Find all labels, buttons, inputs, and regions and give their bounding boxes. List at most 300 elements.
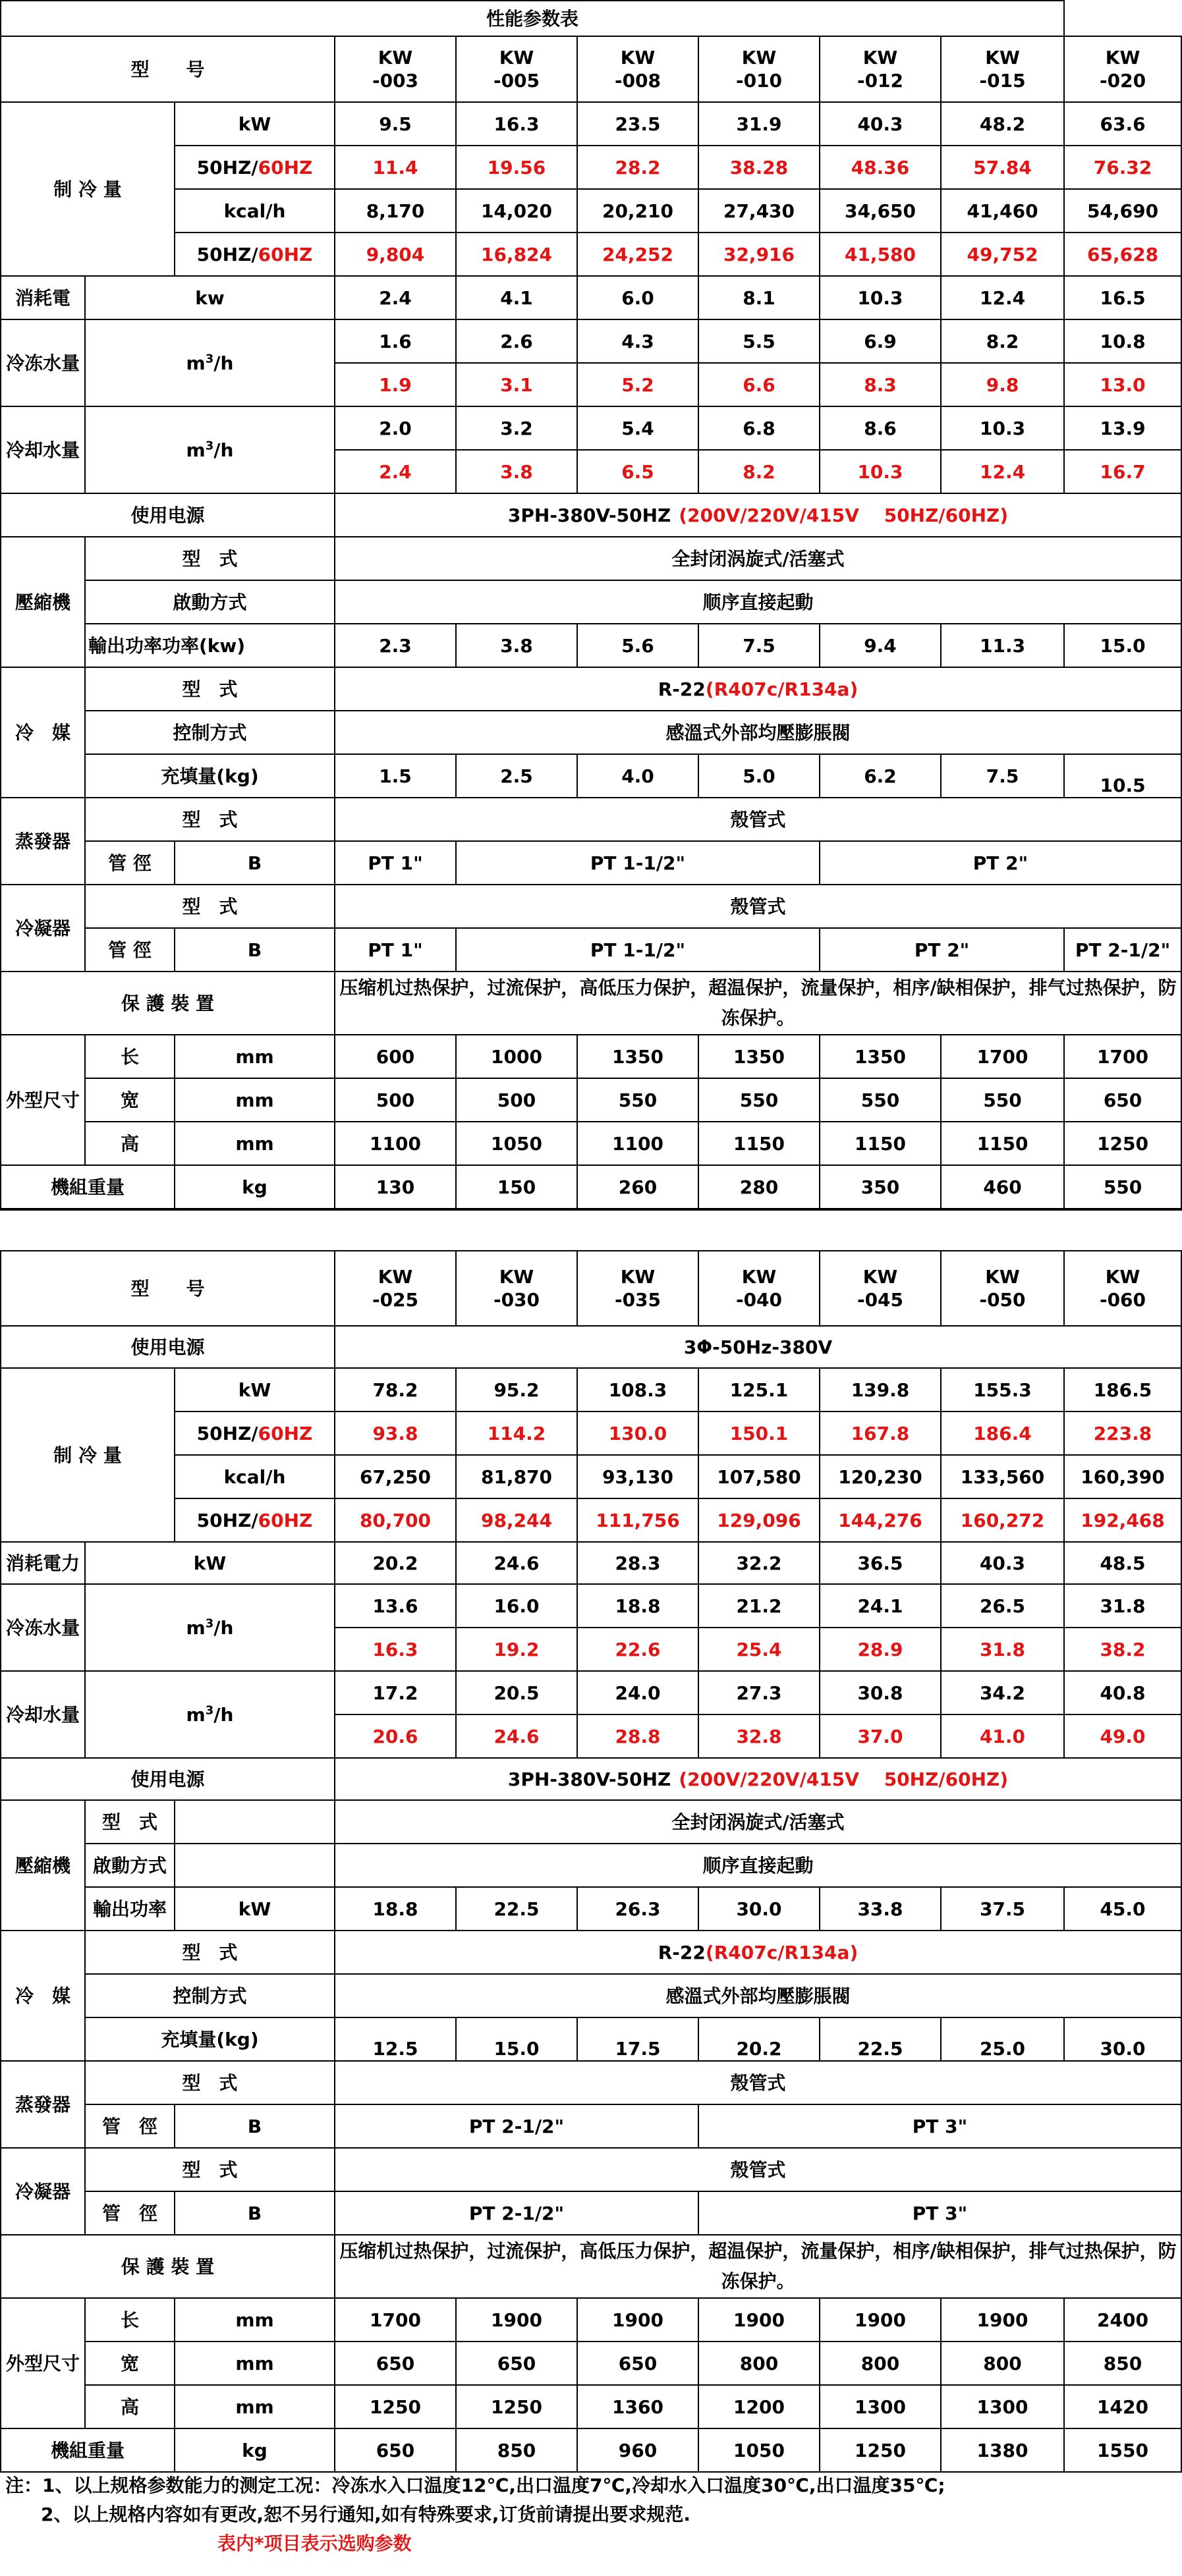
mm-unit: mm: [175, 2342, 335, 2385]
cool-kcal60-0-cell: 9,804: [335, 233, 456, 276]
cool-kw-2-cell: 23.5: [577, 102, 698, 146]
power-5-cell: 40.3: [941, 1542, 1064, 1584]
wid-0-cell: 650: [335, 2342, 456, 2385]
comp-out-3-cell: 30.0: [698, 1887, 820, 1931]
chill60-1-cell: 19.2: [456, 1628, 577, 1671]
cool-kcal60-6-cell: 65,628: [1064, 233, 1181, 276]
evap-pipe-a: PT 1": [335, 841, 456, 885]
ref-fill-0-cell: 1.5: [335, 754, 456, 798]
comp-out-6-cell: 15.0: [1064, 624, 1181, 667]
supply-label: 使用电源: [1, 493, 335, 537]
cool-kcal-3-cell: 107,580: [698, 1455, 820, 1498]
refrigerant-type: [335, 1931, 1181, 1974]
table-row: [1, 1455, 1181, 1498]
cool-kw-5-cell: 155.3: [941, 1368, 1064, 1411]
wid-1-cell: 650: [456, 2342, 577, 2385]
cool-kcal60-0-cell: 80,700: [335, 1498, 456, 1542]
power-3-cell: 8.1: [698, 276, 820, 319]
table-row: [1, 1368, 1181, 1411]
cool-water-3-cell: 6.8: [698, 406, 820, 450]
wid-0-cell: 500: [335, 1078, 456, 1122]
table-row: [1, 1931, 1181, 1974]
compressor-label: 壓縮機: [1, 1800, 85, 1931]
wid-6-cell: 850: [1064, 2342, 1181, 2385]
model-header: KW -045: [820, 1251, 941, 1326]
ref-fill-2-cell: 17.5: [577, 2017, 698, 2061]
flow-unit-exponent: 3: [205, 352, 214, 366]
cool-water-label: 冷却水量: [1, 1671, 85, 1758]
width-label: 宽: [85, 1078, 175, 1122]
protection-text: 压缩机过热保护，过流保护，高低压力保护，超温保护，流量保护，相序/缺相保护，排气过热保护，防冻保护。: [335, 2235, 1181, 2298]
flow-unit-suffix: /h: [213, 1703, 234, 1726]
table-row: [1, 537, 1181, 580]
cool-kcal60-4-cell: 41,580: [820, 233, 941, 276]
flow-unit: m: [186, 352, 206, 374]
table-row: [1, 885, 1181, 928]
table-row: [1, 2298, 1181, 2342]
weight-5-cell: 1380: [941, 2428, 1064, 2472]
cool-kw60-6-cell: 223.8: [1064, 1411, 1181, 1455]
comp-out-0-cell: 2.3: [335, 624, 456, 667]
len-4-cell: 1900: [820, 2298, 941, 2342]
model-header: KW -012: [820, 36, 941, 102]
cool-kw-4-cell: 40.3: [820, 102, 941, 146]
cool-kw-2-cell: 108.3: [577, 1368, 698, 1411]
model-header: KW -010: [698, 36, 820, 102]
len-3-cell: 1350: [698, 1035, 820, 1078]
ref-fill-3-cell: 20.2: [698, 2017, 820, 2061]
mm-unit: mm: [175, 1122, 335, 1165]
weight-2-cell: 260: [577, 1165, 698, 1209]
cool-kw60-0-cell: 11.4: [335, 146, 456, 189]
comp-out-4-cell: 33.8: [820, 1887, 941, 1931]
freq-label-cell: [175, 1411, 335, 1455]
len-5-cell: 1900: [941, 2298, 1064, 2342]
table-row: [1, 189, 1181, 233]
chill60-2-cell: 22.6: [577, 1628, 698, 1671]
cond-pipe-b: PT 3": [698, 2191, 1181, 2235]
chill60-6-cell: 13.0: [1064, 363, 1181, 406]
weight-0-cell: 130: [335, 1165, 456, 1209]
flow-unit: m: [186, 1616, 206, 1639]
table-row: [1, 1498, 1181, 1542]
comp-out-1-cell: 22.5: [456, 1887, 577, 1931]
evap-type-label: 型 式: [85, 2061, 335, 2104]
chill60-0-cell: 1.9: [335, 363, 456, 406]
power-supply: [335, 493, 1181, 537]
mm-unit: mm: [175, 2385, 335, 2428]
table-row: [1, 406, 1181, 450]
power-label: 消耗電力: [1, 1542, 85, 1584]
model-header: KW -030: [456, 1251, 577, 1326]
cool-kw60-2-cell: 130.0: [577, 1411, 698, 1455]
cond-type-label: 型 式: [85, 2148, 335, 2191]
hgt-4-cell: 1150: [820, 1122, 941, 1165]
weight-2-cell: 960: [577, 2428, 698, 2472]
table-row: [1, 233, 1181, 276]
model-header: KW -060: [1064, 1251, 1181, 1326]
chill60-5-cell: 9.8: [941, 363, 1064, 406]
weight-4-cell: 1250: [820, 2428, 941, 2472]
weight-3-cell: 1050: [698, 2428, 820, 2472]
cool-kcal-4-cell: 120,230: [820, 1455, 941, 1498]
comp-out-2-cell: 26.3: [577, 1887, 698, 1931]
cool-water-2-cell: 5.4: [577, 406, 698, 450]
ref-fill-4-cell: 22.5: [820, 2017, 941, 2061]
power-unit: kW: [85, 1542, 335, 1584]
note-line-1: 注：1、以上规格参数能力的测定工况：冷冻水入口温度12℃,出口温度7℃,冷却水入口温度30℃,出口温度35℃;: [5, 2475, 945, 2496]
evaporator-label: 蒸發器: [1, 2061, 85, 2148]
comp-out-2-cell: 5.6: [577, 624, 698, 667]
comp-out-5-cell: 37.5: [941, 1887, 1064, 1931]
ref-fill-0-cell: 12.5: [335, 2017, 456, 2061]
power-6-cell: 48.5: [1064, 1542, 1181, 1584]
flow-unit-suffix: /h: [213, 352, 234, 374]
cool-kw-6-cell: 186.5: [1064, 1368, 1181, 1411]
chill-6-cell: 10.8: [1064, 319, 1181, 363]
chill-3-cell: 5.5: [698, 319, 820, 363]
cool-kcal60-3-cell: 129,096: [698, 1498, 820, 1542]
cond-pipe-a: PT 2-1/2": [335, 2191, 698, 2235]
refrigerant-type-option: (R407c/R134a): [705, 1941, 858, 1963]
condenser-label: 冷凝器: [1, 2148, 85, 2235]
width-label: 宽: [85, 2342, 175, 2385]
chill60-3-cell: 6.6: [698, 363, 820, 406]
model-header: KW -008: [577, 36, 698, 102]
comp-type: 全封闭涡旋式/活塞式: [335, 537, 1181, 580]
chill-label: 冷冻水量: [1, 1584, 85, 1671]
table-row: [1, 711, 1181, 754]
cool-kcal60-4-cell: 144,276: [820, 1498, 941, 1542]
comp-start-label: 啟動方式: [85, 1844, 175, 1887]
cool-kcal-5-cell: 133,560: [941, 1455, 1064, 1498]
hgt-1-cell: 1050: [456, 1122, 577, 1165]
table-row: [1, 2017, 1181, 2061]
cool-kcal60-6-cell: 192,468: [1064, 1498, 1181, 1542]
cool-kcal-2-cell: 20,210: [577, 189, 698, 233]
cool-kcal60-2-cell: 111,756: [577, 1498, 698, 1542]
cool-kw60-6-cell: 76.32: [1064, 146, 1181, 189]
cool-kw60-5-cell: 186.4: [941, 1411, 1064, 1455]
table-gap: [0, 1209, 1182, 1251]
model-header: KW -035: [577, 1251, 698, 1326]
table-row: [1, 1326, 1181, 1368]
note-line-3: 表内*项目表示选购参数: [217, 2533, 412, 2554]
evap-pipe-unit: B: [175, 841, 335, 885]
len-1-cell: 1000: [456, 1035, 577, 1078]
cond-pipe-a: PT 1": [335, 928, 456, 972]
evap-pipe-c: PT 2": [820, 841, 1181, 885]
table-row: [1, 2385, 1181, 2428]
model-header: KW -015: [941, 36, 1064, 102]
freq-label-cell: [175, 1498, 335, 1542]
wid-5-cell: 800: [941, 2342, 1064, 2385]
table-row: [1, 36, 1181, 102]
refrigerant-type: [335, 667, 1181, 711]
model-header: KW -005: [456, 36, 577, 102]
weight-6-cell: 1550: [1064, 2428, 1181, 2472]
chill-2-cell: 18.8: [577, 1584, 698, 1628]
freq-60hz: 60HZ: [258, 156, 313, 178]
power-supply-option: (200V/220V/415V 50HZ/60HZ): [679, 1768, 1009, 1790]
comp-type-label: 型 式: [85, 1800, 175, 1844]
cool-kw60-3-cell: 38.28: [698, 146, 820, 189]
table-row: [1, 1, 1181, 36]
len-1-cell: 1900: [456, 2298, 577, 2342]
table-row: [1, 319, 1181, 363]
chill60-2-cell: 5.2: [577, 363, 698, 406]
table-row: [1, 146, 1181, 189]
table-row: [1, 1584, 1181, 1628]
cool-water-5-cell: 10.3: [941, 406, 1064, 450]
freq-label-cell: [175, 233, 335, 276]
weight-label: 機組重量: [1, 1165, 175, 1209]
notes: [0, 2467, 1182, 2576]
ref-fill-2-cell: 4.0: [577, 754, 698, 798]
cond-pipe-label: 管 徑: [85, 928, 175, 972]
cond-pipe-label: 管 徑: [85, 2191, 175, 2235]
cool-water60-1-cell: 24.6: [456, 1714, 577, 1758]
weight-3-cell: 280: [698, 1165, 820, 1209]
cool-water60-0-cell: 2.4: [335, 450, 456, 493]
supply-top: 3Φ-50Hz-380V: [335, 1326, 1181, 1368]
table-row: [1, 276, 1181, 319]
cool-water60-1-cell: 3.8: [456, 450, 577, 493]
weight-0-cell: 650: [335, 2428, 456, 2472]
refrigerant-type-main: R-22: [658, 678, 706, 700]
model-label: 型 号: [1, 1251, 335, 1326]
wid-1-cell: 500: [456, 1078, 577, 1122]
table-row: [1, 1887, 1181, 1931]
unit-kcal: kcal/h: [175, 189, 335, 233]
dimension-label: 外型尺寸: [1, 1035, 85, 1165]
len-4-cell: 1350: [820, 1035, 941, 1078]
kg-unit: kg: [175, 2428, 335, 2472]
cool-water-5-cell: 34.2: [941, 1671, 1064, 1714]
comp-out-1-cell: 3.8: [456, 624, 577, 667]
chill-2-cell: 4.3: [577, 319, 698, 363]
chill-0-cell: 13.6: [335, 1584, 456, 1628]
ref-type-label: 型 式: [85, 1931, 335, 1974]
flow-unit: m: [186, 439, 206, 461]
ref-ctrl-label: 控制方式: [85, 1974, 335, 2017]
hgt-3-cell: 1150: [698, 1122, 820, 1165]
table-row: [1, 624, 1181, 667]
ref-ctrl-label: 控制方式: [85, 711, 335, 754]
cool-kcal-1-cell: 14,020: [456, 189, 577, 233]
comp-type: 全封闭涡旋式/活塞式: [335, 1800, 1181, 1844]
weight-4-cell: 350: [820, 1165, 941, 1209]
cool-water-0-cell: 17.2: [335, 1671, 456, 1714]
ref-ctrl: 感溫式外部均壓膨脹閥: [335, 1974, 1181, 2017]
len-5-cell: 1700: [941, 1035, 1064, 1078]
chill-0-cell: 1.6: [335, 319, 456, 363]
freq-50hz: 50HZ/: [196, 156, 258, 178]
table-title: 性能参数表: [1, 1, 1064, 36]
cool-water60-5-cell: 12.4: [941, 450, 1064, 493]
cool-kw-1-cell: 16.3: [456, 102, 577, 146]
model-label: 型 号: [1, 36, 335, 102]
empty-cell: [175, 1844, 335, 1887]
table-row: [1, 2104, 1181, 2148]
chill60-4-cell: 28.9: [820, 1628, 941, 1671]
table-row: [1, 1758, 1181, 1800]
hgt-3-cell: 1200: [698, 2385, 820, 2428]
cool-water60-6-cell: 49.0: [1064, 1714, 1181, 1758]
cool-water60-6-cell: 16.7: [1064, 450, 1181, 493]
comp-output-unit: kW: [175, 1887, 335, 1931]
chill60-1-cell: 3.1: [456, 363, 577, 406]
hgt-0-cell: 1250: [335, 2385, 456, 2428]
len-2-cell: 1900: [577, 2298, 698, 2342]
len-3-cell: 1900: [698, 2298, 820, 2342]
chill-5-cell: 26.5: [941, 1584, 1064, 1628]
cool-water-4-cell: 8.6: [820, 406, 941, 450]
cool-kw-6-cell: 63.6: [1064, 102, 1181, 146]
cool-kw60-5-cell: 57.84: [941, 146, 1064, 189]
power-4-cell: 36.5: [820, 1542, 941, 1584]
chill-5-cell: 8.2: [941, 319, 1064, 363]
cool-water-6-cell: 40.8: [1064, 1671, 1181, 1714]
cool-water-1-cell: 3.2: [456, 406, 577, 450]
ref-fill-5-cell: 25.0: [941, 2017, 1064, 2061]
refrigerant-type-main: R-22: [658, 1941, 706, 1963]
cool-water-2-cell: 24.0: [577, 1671, 698, 1714]
comp-start: 顺序直接起動: [335, 580, 1181, 624]
wid-3-cell: 800: [698, 2342, 820, 2385]
chill-4-cell: 24.1: [820, 1584, 941, 1628]
weight-1-cell: 150: [456, 1165, 577, 1209]
table-row: [1, 972, 1181, 1035]
supply-label: 使用电源: [1, 1758, 335, 1800]
len-6-cell: 1700: [1064, 1035, 1181, 1078]
chill-label: 冷冻水量: [1, 319, 85, 406]
cool-kcal60-5-cell: 49,752: [941, 233, 1064, 276]
table-row: [1, 1035, 1181, 1078]
weight-5-cell: 460: [941, 1165, 1064, 1209]
table-row: [1, 2428, 1181, 2472]
ref-fill-4-cell: 6.2: [820, 754, 941, 798]
ref-ctrl: 感溫式外部均壓膨脹閥: [335, 711, 1181, 754]
chill-6-cell: 31.8: [1064, 1584, 1181, 1628]
power-1-cell: 4.1: [456, 276, 577, 319]
evap-pipe-label: 管 徑: [85, 2104, 175, 2148]
ref-fill-label: 充填量(kg): [85, 754, 335, 798]
refrigerant-type-option: (R407c/R134a): [705, 678, 858, 700]
supply-top-label: 使用电源: [1, 1326, 335, 1368]
cool-kw-0-cell: 78.2: [335, 1368, 456, 1411]
cool-kcal60-3-cell: 32,916: [698, 233, 820, 276]
flow-unit-suffix: /h: [213, 1616, 234, 1639]
table-row: [1, 2235, 1181, 2298]
cool-kw-5-cell: 48.2: [941, 102, 1064, 146]
cool-kcal60-5-cell: 160,272: [941, 1498, 1064, 1542]
power-label: 消耗電: [1, 276, 85, 319]
table-row: [1, 667, 1181, 711]
length-label: 长: [85, 1035, 175, 1078]
table-row: [1, 493, 1181, 537]
flow-unit-cell: [85, 1584, 335, 1671]
power-1-cell: 24.6: [456, 1542, 577, 1584]
cond-pipe-c: PT 2": [820, 928, 1064, 972]
power-0-cell: 20.2: [335, 1542, 456, 1584]
comp-start: 顺序直接起動: [335, 1844, 1181, 1887]
len-6-cell: 2400: [1064, 2298, 1181, 2342]
power-supply-option: (200V/220V/415V 50HZ/60HZ): [679, 504, 1009, 526]
table-row: [1, 1974, 1181, 2017]
cool-water-6-cell: 13.9: [1064, 406, 1181, 450]
hgt-6-cell: 1420: [1064, 2385, 1181, 2428]
len-0-cell: 600: [335, 1035, 456, 1078]
cond-pipe-d: PT 2-1/2": [1064, 928, 1181, 972]
evap-pipe-b: PT 3": [698, 2104, 1181, 2148]
comp-out-6-cell: 45.0: [1064, 1887, 1181, 1931]
length-label: 长: [85, 2298, 175, 2342]
cond-type: 殼管式: [335, 2148, 1181, 2191]
evap-type-label: 型 式: [85, 798, 335, 841]
ref-fill-1-cell: 2.5: [456, 754, 577, 798]
height-label: 高: [85, 1122, 175, 1165]
chill60-5-cell: 31.8: [941, 1628, 1064, 1671]
table-row: [1, 580, 1181, 624]
cool-kw60-0-cell: 93.8: [335, 1411, 456, 1455]
cool-water60-4-cell: 37.0: [820, 1714, 941, 1758]
evap-pipe-b: PT 1-1/2": [456, 841, 820, 885]
comp-out-3-cell: 7.5: [698, 624, 820, 667]
hgt-5-cell: 1150: [941, 1122, 1064, 1165]
flow-unit-exponent: 3: [205, 439, 214, 453]
chill60-0-cell: 16.3: [335, 1628, 456, 1671]
table-row: [1, 798, 1181, 841]
cool-kcal-5-cell: 41,460: [941, 189, 1064, 233]
ref-fill-3-cell: 5.0: [698, 754, 820, 798]
table-row: [1, 2342, 1181, 2385]
hgt-4-cell: 1300: [820, 2385, 941, 2428]
mm-unit: mm: [175, 1078, 335, 1122]
cool-water60-3-cell: 8.2: [698, 450, 820, 493]
table-row: [1, 2148, 1181, 2191]
power-2-cell: 28.3: [577, 1542, 698, 1584]
cond-type-label: 型 式: [85, 885, 335, 928]
note-line-2: 2、以上规格内容如有更改,恕不另行通知,如有特殊要求,订货前请提出要求规范.: [41, 2504, 691, 2525]
weight-1-cell: 850: [456, 2428, 577, 2472]
power-unit: kw: [85, 276, 335, 319]
power-3-cell: 32.2: [698, 1542, 820, 1584]
cool-kcal-0-cell: 8,170: [335, 189, 456, 233]
hgt-0-cell: 1100: [335, 1122, 456, 1165]
cool-kw60-3-cell: 150.1: [698, 1411, 820, 1455]
hgt-2-cell: 1360: [577, 2385, 698, 2428]
kg-unit: kg: [175, 1165, 335, 1209]
table-row: [1, 1411, 1181, 1455]
ref-fill-6-cell: 10.5: [1064, 754, 1181, 798]
freq-50hz: 50HZ/: [196, 1509, 258, 1531]
freq-60hz: 60HZ: [258, 1422, 313, 1444]
model-header: KW -003: [335, 36, 456, 102]
model-header: KW -020: [1064, 36, 1181, 102]
power-6-cell: 16.5: [1064, 276, 1181, 319]
wid-4-cell: 550: [820, 1078, 941, 1122]
comp-output-label: 輸出功率: [85, 1887, 175, 1931]
evap-pipe-a: PT 2-1/2": [335, 2104, 698, 2148]
ref-fill-1-cell: 15.0: [456, 2017, 577, 2061]
cool-kw-4-cell: 139.8: [820, 1368, 941, 1411]
height-label: 高: [85, 2385, 175, 2428]
ref-fill-6-cell: 30.0: [1064, 2017, 1181, 2061]
refrigerant-label: 冷 媒: [1, 667, 85, 798]
cond-type: 殼管式: [335, 885, 1181, 928]
chill-1-cell: 2.6: [456, 319, 577, 363]
